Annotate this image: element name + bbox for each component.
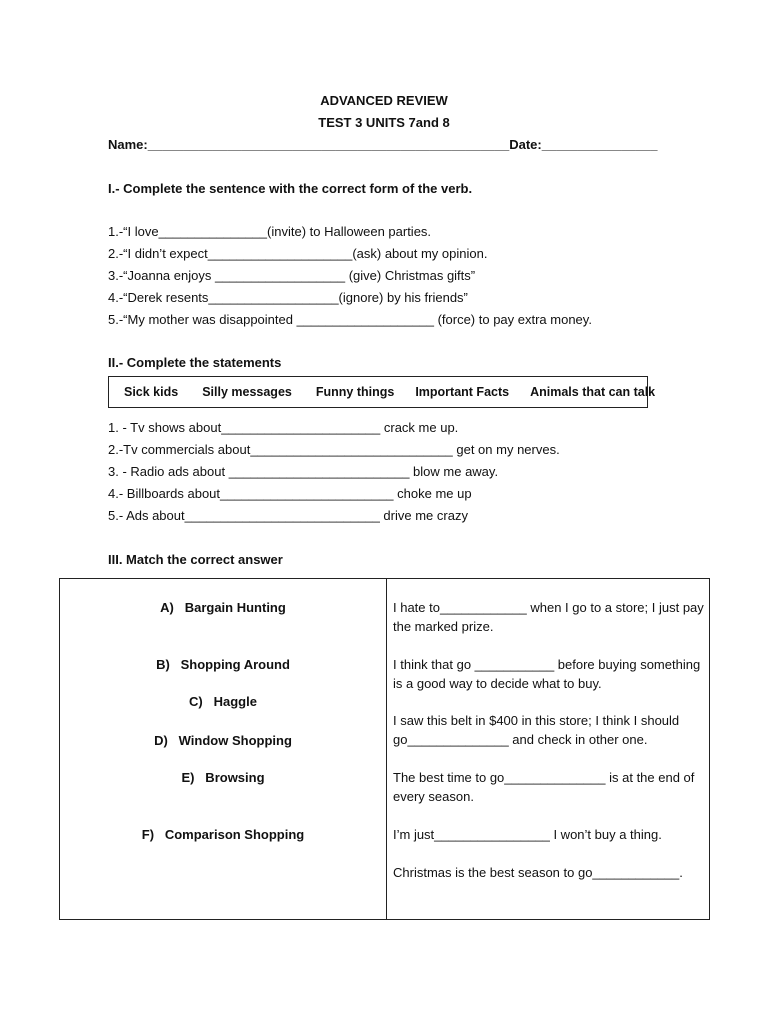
section2-heading: II.- Complete the statements xyxy=(108,355,282,370)
word-bank-item: Important Facts xyxy=(415,385,510,399)
section2-item: 4.- Billboards about________________________ choke me up xyxy=(108,486,472,501)
worksheet-title: ADVANCED REVIEW xyxy=(320,93,448,108)
word-bank-item: Sick kids xyxy=(124,385,179,399)
match-sentence: Christmas is the best season to go____________. xyxy=(393,865,683,880)
match-option: E) Browsing xyxy=(181,770,265,785)
match-option: D) Window Shopping xyxy=(154,733,292,748)
section1-item: 1.-“I love_______________(invite) to Halloween parties. xyxy=(108,224,432,239)
table-divider xyxy=(386,579,387,919)
match-sentence: I saw this belt in $400 in this store; I think I should go______________ and check in other one. xyxy=(393,713,680,747)
section2-item: 3. - Radio ads about _________________________ blow me away. xyxy=(108,464,499,479)
match-sentence: I’m just________________ I won’t buy a thing. xyxy=(393,827,662,842)
word-bank-item: Animals that can talk xyxy=(530,385,656,399)
word-bank xyxy=(108,376,656,408)
section1-item: 3.-“Joanna enjoys __________________ (give) Christmas gifts” xyxy=(108,268,476,283)
match-option: B) Shopping Around xyxy=(156,657,290,672)
match-option: F) Comparison Shopping xyxy=(141,827,305,842)
section3-heading: III. Match the correct answer xyxy=(108,552,283,567)
match-table xyxy=(59,578,710,920)
section1-item: 4.-“Derek resents__________________(ignore) by his friends” xyxy=(108,290,468,305)
section1-heading: I.- Complete the sentence with the correct form of the verb. xyxy=(108,181,473,196)
name-date-line: Name:__________________________________________________Date:________________ xyxy=(108,137,658,152)
section2-item: 5.- Ads about___________________________ drive me crazy xyxy=(108,508,468,523)
worksheet-subtitle: TEST 3 UNITS 7and 8 xyxy=(318,115,450,130)
match-sentence: I hate to____________ when I go to a store; I just pay the marked prize. xyxy=(393,600,704,634)
word-bank-item: Funny things xyxy=(315,385,395,399)
match-sentence: I think that go ___________ before buying something is a good way to decide what to buy. xyxy=(393,657,701,691)
section1-item: 5.-“My mother was disappointed ___________________ (force) to pay extra money. xyxy=(108,312,592,327)
match-sentence: The best time to go______________ is at the end of every season. xyxy=(393,770,695,804)
word-bank-item: Silly messages xyxy=(202,385,292,399)
section1-item: 2.-“I didn’t expect____________________(ask) about my opinion. xyxy=(108,246,488,261)
match-option: C) Haggle xyxy=(189,694,257,709)
section2-item: 2.-Tv commercials about____________________________ get on my nerves. xyxy=(108,442,560,457)
match-option: A) Bargain Hunting xyxy=(160,600,286,615)
section2-item: 1. - Tv shows about______________________ crack me up. xyxy=(108,420,459,435)
